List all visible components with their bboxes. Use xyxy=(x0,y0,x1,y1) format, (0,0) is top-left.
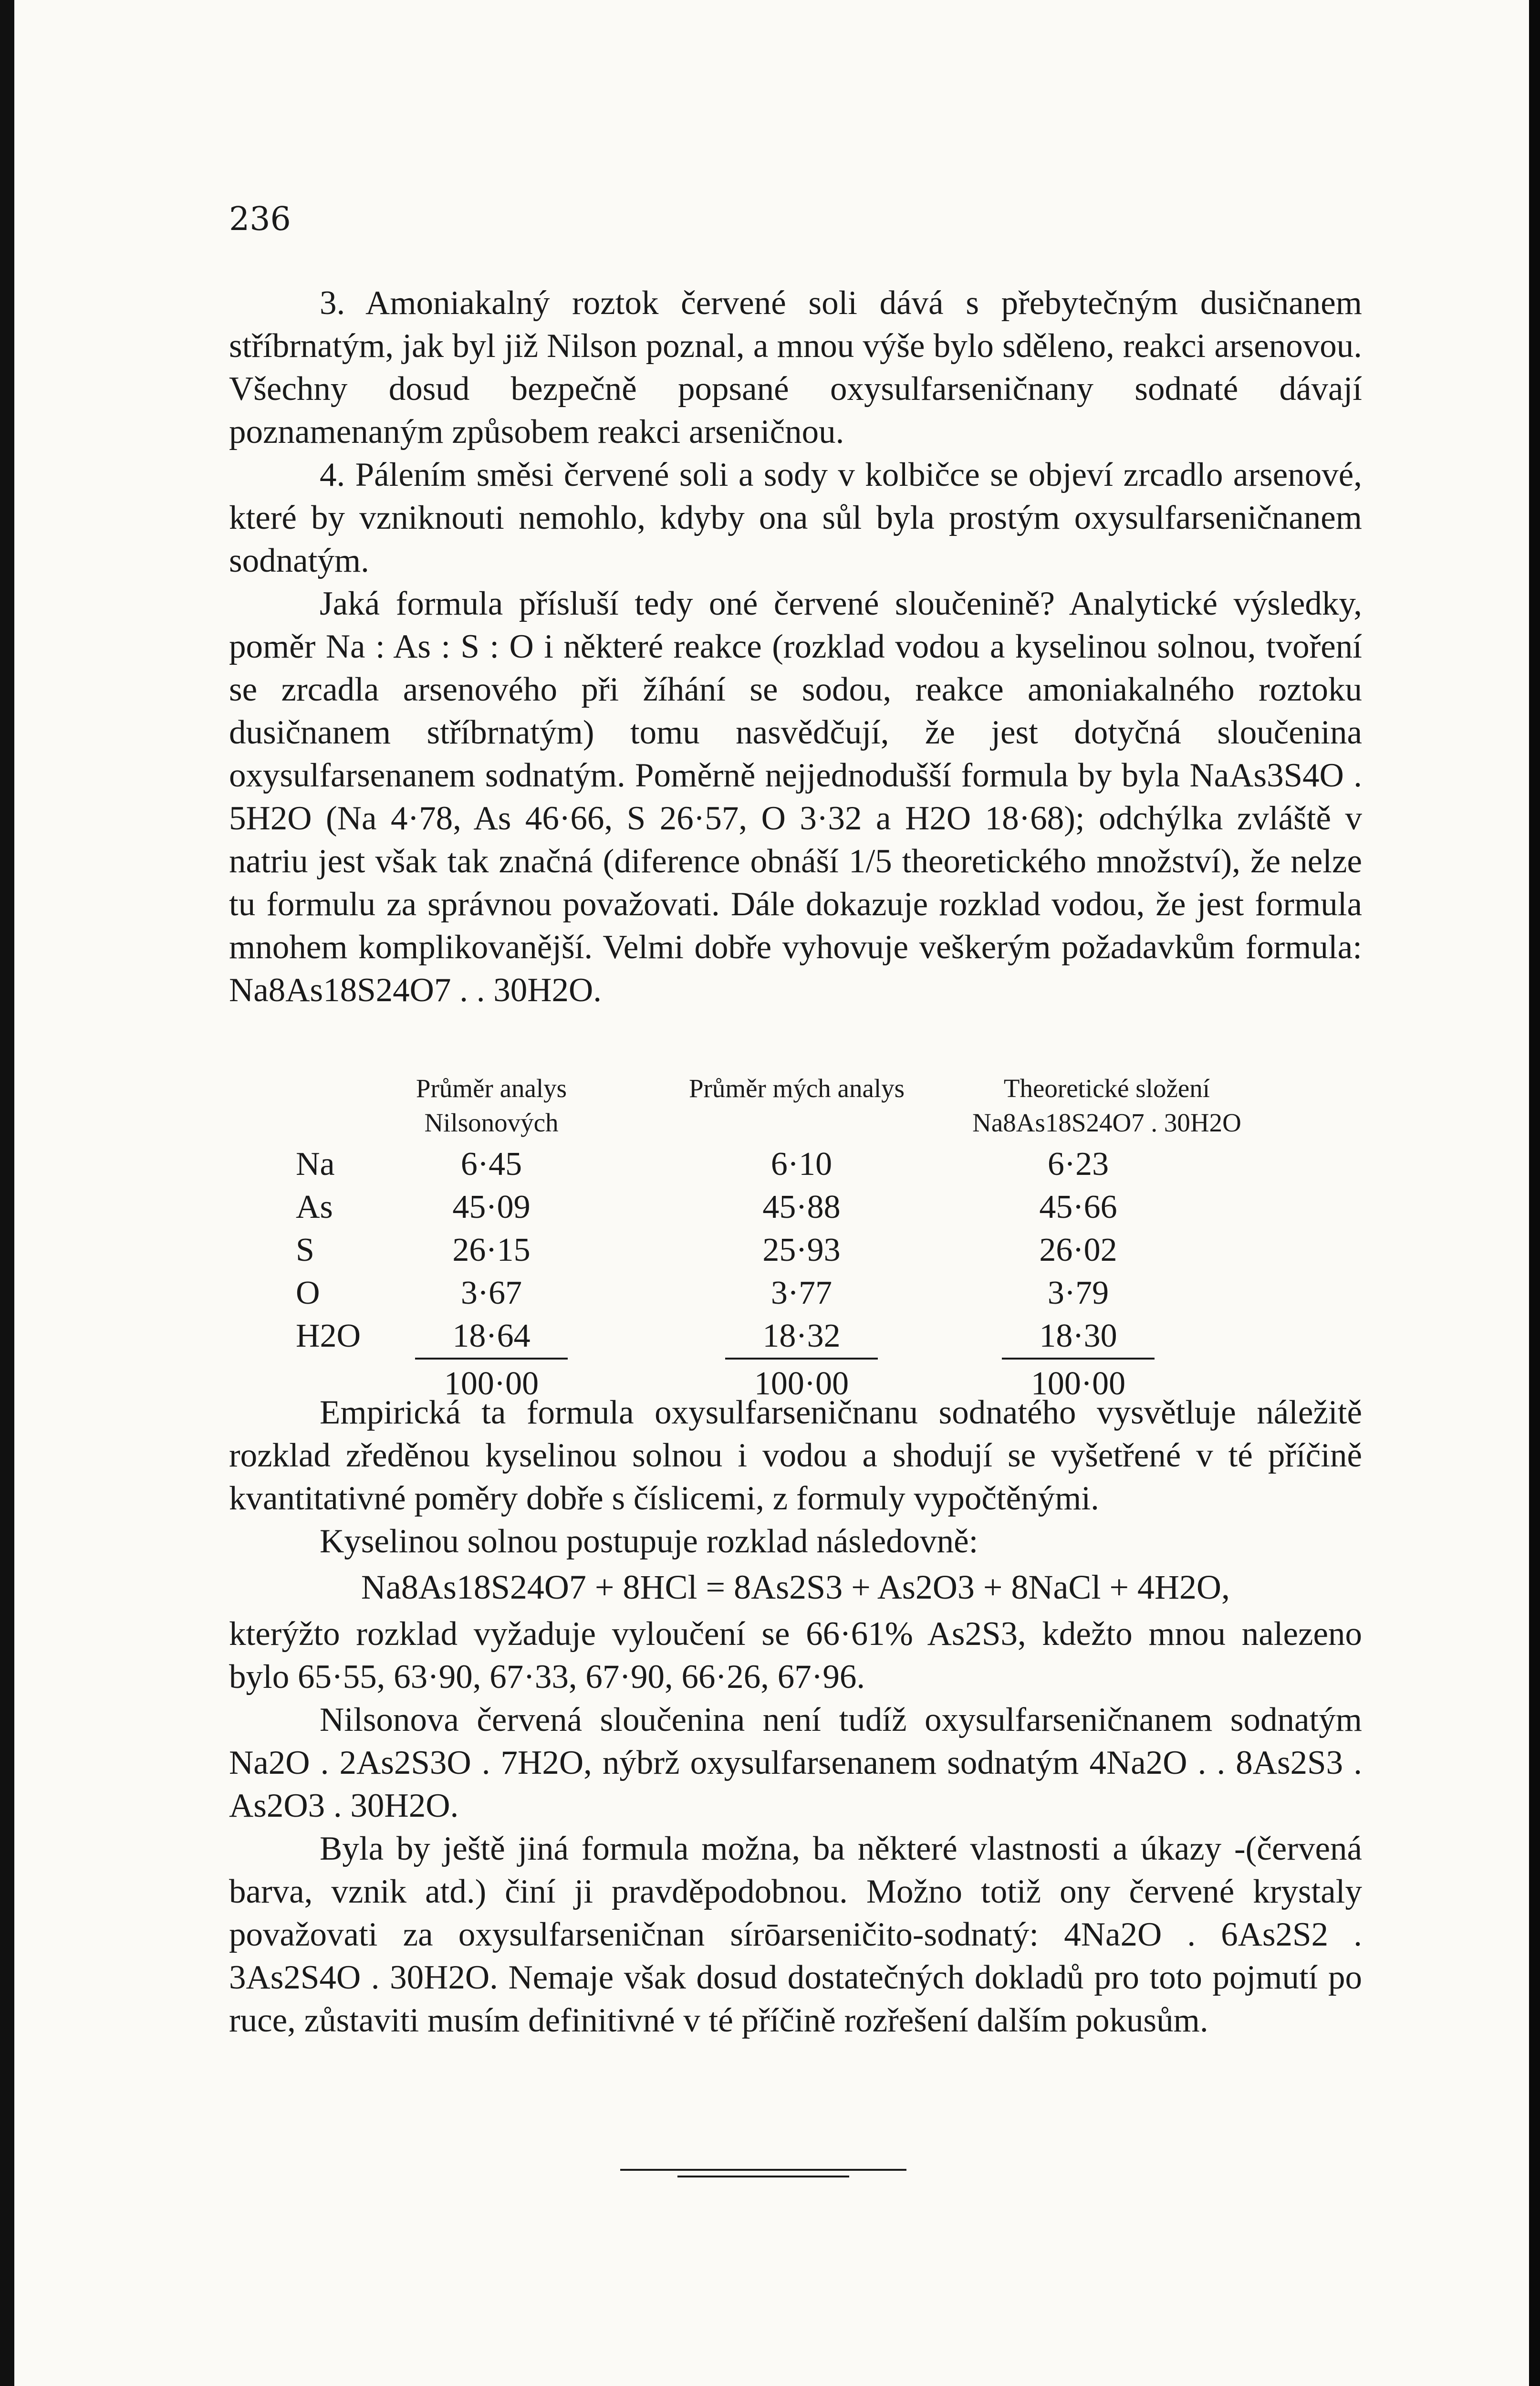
value-theoretical: 6·23 xyxy=(1047,1146,1109,1183)
end-double-rule xyxy=(620,2169,906,2180)
paragraph-empirical: Empirická ta formula oxysulfarseničnanu sodnatého vysvětluje náležitě rozklad zředěnou kyselinou solnou i vodou a shodují se vyšetřené v té příčině kvantitativné poměry dobře s číslicemi, z formuly vypočtěnými. xyxy=(229,1394,1362,1517)
value-nilson: 26·15 xyxy=(452,1232,531,1268)
value-theoretical: 3·79 xyxy=(1047,1275,1109,1311)
body-text-bottom xyxy=(229,1391,1362,2042)
paragraph-hcl-intro: Kyselinou solnou postupuje rozklad následovně: xyxy=(320,1523,978,1560)
value-nilson: 6·45 xyxy=(460,1146,522,1183)
reaction-equation: Na8As18S24O7 + 8HCl = 8As2S3 + As2O3 + 8NaCl + 4H2O, xyxy=(361,1568,1230,1606)
total-theoretical: 100·00 xyxy=(1030,1365,1126,1402)
body-text-top xyxy=(229,282,1362,1012)
sum-rule xyxy=(725,1358,878,1360)
page-right-edge xyxy=(1529,0,1540,2386)
rule-line xyxy=(620,2169,906,2171)
element-label: H2O xyxy=(296,1318,361,1354)
value-mine: 3·77 xyxy=(770,1275,832,1311)
value-mine: 25·93 xyxy=(762,1232,841,1268)
paragraph-decomposition: kterýžto rozklad vyžaduje vyloučení se 66·61% As2S3, kdežto mnou nalezeno bylo 65·55, 63·90, 67·33, 67·90, 66·26, 67·96. xyxy=(229,1615,1362,1695)
value-theoretical: 26·02 xyxy=(1039,1232,1117,1268)
rule-line xyxy=(677,2176,849,2177)
element-label: Na xyxy=(296,1146,335,1183)
page-number: 236 xyxy=(229,200,291,238)
table-row xyxy=(296,1274,1345,1317)
value-mine: 6·10 xyxy=(770,1146,832,1183)
value-nilson: 45·09 xyxy=(452,1189,531,1225)
paragraph-formula-question: Jaká formula přísluší tedy oné červené sloučenině? Analytické výsledky, poměr Na : As : S : O i některé reakce (rozklad vodou a kyselinou solnou, tvoření se zrcadla arsenového při žíhání se sodou, reakce amoniakalného roztoku dusičnanem stříbrnatým) tomu nasvědčují, že jest dotyčná sloučenina oxysulfarsenanem sodnatým. Poměrně nejjednodušší formula by byla NaAs3S4O . 5H2O (Na 4·78, As 46·66, S 26·57, O 3·32 a H2O 18·68); odchýlka zvláště v natriu jest však tak značná (diference obnáší 1/5 theoretického množství), že nelze tu formulu za správnou považovati. Dále dokazuje rozklad vodou, že jest formula mnohem komplikovanější. Velmi dobře vyhovuje veškerým požadavkům formula: Na8As18S24O7 . . 30H2O. xyxy=(229,585,1362,1009)
value-mine: 45·88 xyxy=(762,1189,841,1225)
header-mine: Průměr mých analys xyxy=(688,1074,905,1103)
paragraph-alternative-formula: Byla by ještě jiná formula možna, ba některé vlastnosti a úkazy -(červená barva, vznik atd.) činí ji pravděpodobnou. Možno totiž ony červené krystaly považovati za oxysulfarseničnan sírōarseničito-sodnatý: 4Na2O . 6As2S2 . 3As2S4O . 30H2O. Nemaje však dosud dostatečných dokladů pro toto pojmutí po ruce, zůstaviti musím definitivné v té příčině rozřešení dalším pokusům. xyxy=(229,1830,1362,2039)
total-nilson: 100·00 xyxy=(444,1365,539,1402)
element-label: O xyxy=(296,1275,320,1311)
value-theoretical: 18·30 xyxy=(1039,1318,1117,1354)
table-row xyxy=(296,1231,1345,1274)
value-nilson: 18·64 xyxy=(452,1318,531,1354)
header-nilson: Průměr analys Nilsonových xyxy=(416,1074,567,1137)
table-row xyxy=(296,1145,1345,1188)
table-row xyxy=(296,1188,1345,1231)
element-label: As xyxy=(296,1189,333,1225)
paragraph-4: 4. Pálením směsi červené soli a sody v kolbičce se objeví zrcadlo arsenové, které by vzniknouti nemohlo, kdyby ona sůl byla prostým oxysulfarseničnanem sodnatým. xyxy=(229,456,1362,579)
value-mine: 18·32 xyxy=(762,1318,841,1354)
sum-rule xyxy=(415,1358,568,1360)
value-theoretical: 45·66 xyxy=(1039,1189,1117,1225)
total-mine: 100·00 xyxy=(754,1365,849,1402)
header-theoretical: Theoretické složení Na8As18S24O7 . 30H2O xyxy=(972,1074,1241,1137)
sum-rule xyxy=(1002,1358,1155,1360)
value-nilson: 3·67 xyxy=(460,1275,522,1311)
paragraph-3: 3. Amoniakalný roztok červené soli dává s přebytečným dusičnanem stříbrnatým, jak byl již Nilson poznal, a mnou výše bylo sděleno, reakci arsenovou. Všechny dosud bezpečně popsané oxysulfarseničnany sodnaté dávají poznamenaným způsobem reakci arseničnou. xyxy=(229,284,1362,450)
table-row xyxy=(296,1317,1345,1360)
element-label: S xyxy=(296,1232,314,1268)
book-spine-edge xyxy=(0,0,14,2386)
paragraph-nilson-compound: Nilsonova červená sloučenina není tudíž oxysulfarseničnanem sodnatým Na2O . 2As2S3O . 7H2O, nýbrž oxysulfarsenanem sodnatým 4Na2O . . 8As2S3 . As2O3 . 30H2O. xyxy=(229,1701,1362,1824)
